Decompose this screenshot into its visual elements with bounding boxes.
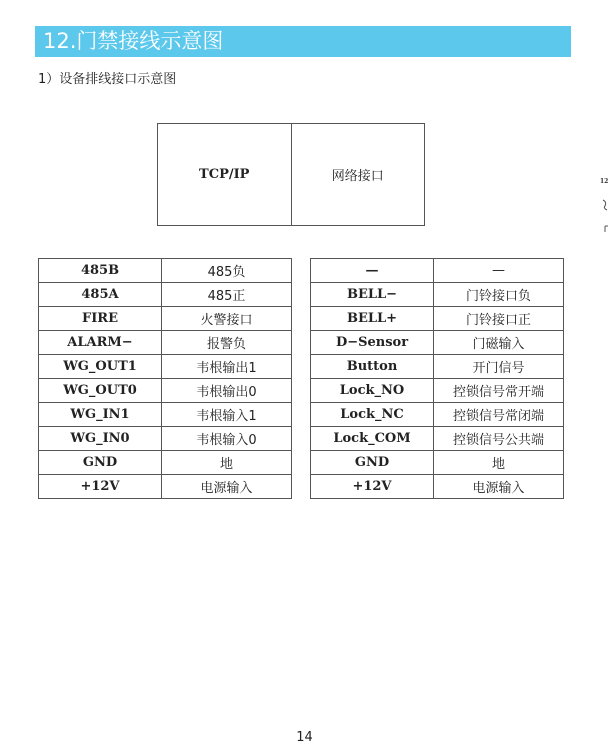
pin-desc: 地 xyxy=(434,451,564,475)
table-row xyxy=(311,307,564,331)
pin-desc: 控锁信号常闭端 xyxy=(434,403,564,427)
table-row xyxy=(311,427,564,451)
section-title-bar xyxy=(35,26,571,57)
pin-signal: Lock_NO xyxy=(311,379,434,403)
table-row xyxy=(311,259,564,283)
table-row xyxy=(311,331,564,355)
pin-desc: — xyxy=(434,259,564,283)
right-pin-table xyxy=(310,258,564,499)
pin-desc: 电源输入 xyxy=(434,475,564,499)
pin-signal: 485A xyxy=(39,283,162,307)
pin-signal: D−Sensor xyxy=(311,331,434,355)
edge-page-fragment: 12 xyxy=(600,178,609,185)
pin-signal: GND xyxy=(311,451,434,475)
pin-desc: 485正 xyxy=(162,283,292,307)
table-row xyxy=(39,307,292,331)
table-row xyxy=(311,451,564,475)
pin-signal: Lock_NC xyxy=(311,403,434,427)
pin-desc: 开门信号 xyxy=(434,355,564,379)
pin-desc: 韦根输入1 xyxy=(162,403,292,427)
pin-desc: 电源输入 xyxy=(162,475,292,499)
pin-signal: — xyxy=(311,259,434,283)
left-pin-table xyxy=(38,258,292,499)
pin-desc: 门磁输入 xyxy=(434,331,564,355)
pin-signal: WG_IN0 xyxy=(39,427,162,451)
table-row xyxy=(311,379,564,403)
table-row xyxy=(311,475,564,499)
pin-desc: 控锁信号常开端 xyxy=(434,379,564,403)
pin-desc: 485负 xyxy=(162,259,292,283)
pin-signal: WG_IN1 xyxy=(39,403,162,427)
table-row xyxy=(39,403,292,427)
pin-signal: ALARM− xyxy=(39,331,162,355)
pin-desc: 韦根输出1 xyxy=(162,355,292,379)
pin-signal: BELL− xyxy=(311,283,434,307)
pin-signal: Button xyxy=(311,355,434,379)
table-row xyxy=(39,427,292,451)
pin-desc: 门铃接口正 xyxy=(434,307,564,331)
table-row xyxy=(39,283,292,307)
pin-signal: +12V xyxy=(311,475,434,499)
pin-desc: 火警接口 xyxy=(162,307,292,331)
table-row xyxy=(311,283,564,307)
pin-desc: 报警负 xyxy=(162,331,292,355)
table-row xyxy=(39,451,292,475)
table-row xyxy=(311,355,564,379)
table-row xyxy=(39,475,292,499)
edge-scribble-icon xyxy=(601,196,609,236)
table-row xyxy=(39,331,292,355)
pin-signal: WG_OUT0 xyxy=(39,379,162,403)
network-desc: 网络接口 xyxy=(331,169,384,184)
pin-signal: BELL+ xyxy=(311,307,434,331)
table-row xyxy=(311,403,564,427)
page-number: 14 xyxy=(296,730,313,745)
pin-signal: +12V xyxy=(39,475,162,499)
pin-signal: 485B xyxy=(39,259,162,283)
pin-signal: Lock_COM xyxy=(311,427,434,451)
pin-signal: GND xyxy=(39,451,162,475)
table-row xyxy=(39,355,292,379)
table-row xyxy=(39,259,292,283)
pin-desc: 控锁信号公共端 xyxy=(434,427,564,451)
pin-desc: 门铃接口负 xyxy=(434,283,564,307)
pin-signal: WG_OUT1 xyxy=(39,355,162,379)
edge-graphic-fragment xyxy=(601,196,609,240)
section-title: 12.门禁接线示意图 xyxy=(43,29,224,53)
pin-signal: FIRE xyxy=(39,307,162,331)
pin-desc: 韦根输入0 xyxy=(162,427,292,451)
pin-desc: 地 xyxy=(162,451,292,475)
table-row xyxy=(39,379,292,403)
subsection-title: 1）设备排线接口示意图 xyxy=(38,72,177,87)
pin-desc: 韦根输出0 xyxy=(162,379,292,403)
network-interface-box xyxy=(157,123,425,226)
network-label: TCP/IP xyxy=(158,124,292,225)
